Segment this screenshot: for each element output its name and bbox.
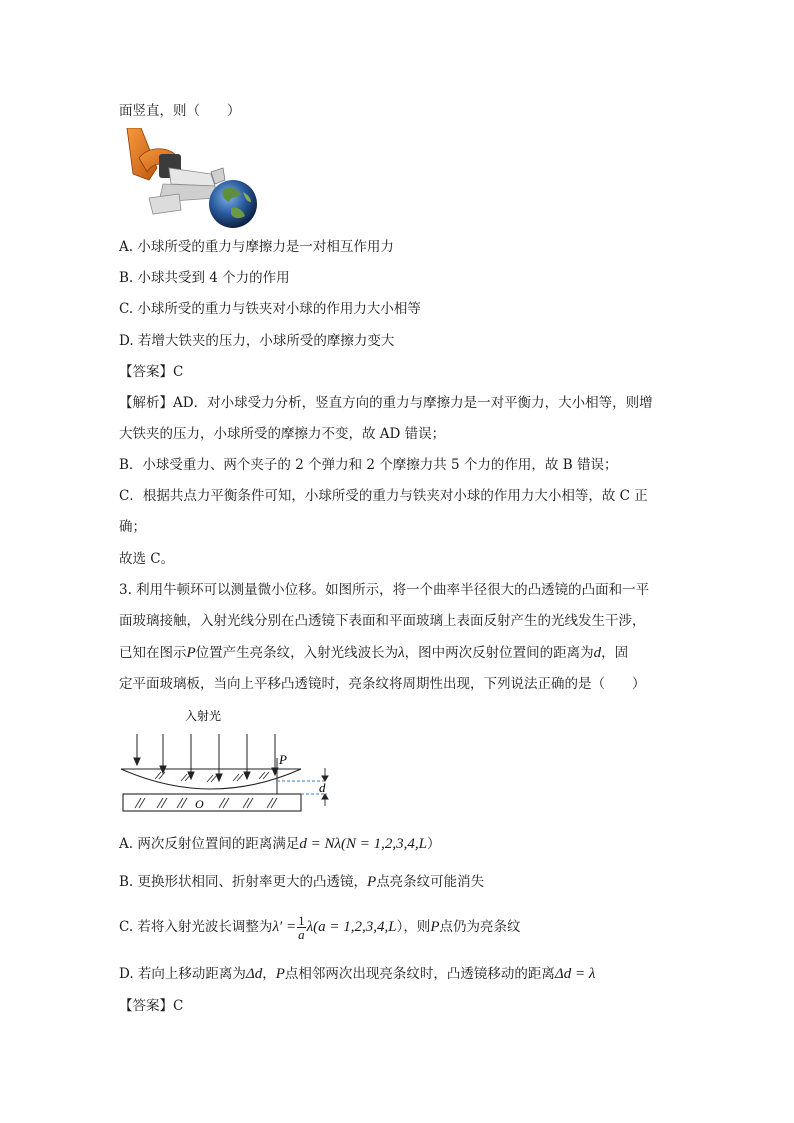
fraction (297, 914, 306, 941)
lambda-prime: λ′ = (272, 919, 297, 935)
point-p: P (430, 919, 440, 935)
stem-text: ，图中两次反射位置间的距离为 (404, 645, 594, 661)
point-p: P (367, 874, 377, 890)
answer-value: C (173, 364, 184, 380)
q2-analysis-line-1 (119, 393, 653, 413)
option-text: ） (396, 919, 404, 935)
q3-option-b (119, 872, 484, 892)
option-a-formula: d = Nλ(N = 1,2,3,4,L (299, 836, 427, 852)
q3-option-a (119, 834, 440, 854)
clamp-ball-figure (119, 128, 261, 232)
q2-answer (119, 362, 183, 382)
delta-d: Δd (245, 966, 263, 982)
option-text: ， (262, 966, 276, 982)
q3-answer (119, 996, 183, 1016)
p-label: P (279, 752, 287, 767)
q2-analysis-line-4: C．根据共点力平衡条件可知，小球所受的重力与铁夹对小球的作用力大小相等，故 C 正 (119, 488, 648, 504)
point-p: P (186, 645, 196, 661)
stem-text: 已知在图示 (119, 645, 187, 661)
q2-option-c: C. 小球所受的重力与铁夹对小球的作用力大小相等 (119, 301, 421, 317)
q2-analysis-line-2: 大铁夹的压力，小球所受的摩擦力不变，故 AD 错误； (119, 426, 446, 442)
stem-text: 位置产生亮条纹，入射光线波长为 (195, 645, 399, 661)
fraction-numerator: 1 (298, 913, 305, 928)
q3-option-c (119, 912, 520, 942)
q2-analysis-line-5: 确； (119, 519, 146, 535)
q2-analysis-line-3: B．小球受重力、两个夹子的 2 个弹力和 2 个摩擦力共 5 个力的作用，故 B 错误； (119, 457, 618, 473)
q2-option-b: B. 小球共受到 4 个力的作用 (119, 270, 290, 286)
incident-arrows (134, 734, 278, 781)
plate-hatching (135, 798, 277, 808)
lambda-symbol: λ (398, 645, 405, 661)
d-label: d (319, 780, 326, 795)
q3-stem-line-3 (119, 643, 628, 663)
analysis-label: 【解析】 (119, 395, 173, 411)
q3-stem-line-2: 面玻璃接触，入射光线分别在凸透镜下表面和平面玻璃上表面反射产生的光线发生干涉， (119, 613, 646, 629)
option-text: A. 两次反射位置间的距离满足 (119, 836, 300, 852)
q2-option-a: A. 小球所受的重力与摩擦力是一对相互作用力 (119, 239, 394, 255)
q2-option-d: D. 若增大铁夹的压力，小球所受的摩擦力变大 (119, 333, 395, 349)
fraction-denominator: a (298, 927, 305, 942)
q2-analysis-line-6: 故选 C。 (119, 551, 175, 567)
option-text: ，则 (403, 919, 431, 935)
q3-stem-line-4: 定平面玻璃板，当向上平移凸透镜时，亮条纹将周期性出现，下列说法正确的是（ ） (119, 676, 646, 692)
newton-ring-figure (119, 708, 349, 818)
answer-label: 【答案】 (119, 998, 173, 1014)
q3-option-d (119, 964, 595, 984)
d-symbol: d (593, 645, 602, 661)
option-text: B. 更换形状相同、折射率更大的凸透镜， (119, 874, 368, 890)
o-label: O (195, 797, 204, 811)
point-p: P (275, 966, 285, 982)
answer-value: C (173, 998, 184, 1014)
q3-stem-line-1: 3. 利用牛顿环可以测量微小位移。如图所示，将一个曲率半径很大的凸透镜的凸面和一平 (119, 582, 650, 598)
option-text: 点相邻两次出现亮条纹时，凸透镜移动的距离 (284, 966, 555, 982)
lens-hatching (155, 772, 269, 782)
option-text: C. 若将入射光波长调整为 (119, 919, 273, 935)
option-text: ） (426, 836, 441, 852)
option-text: 点亮条纹可能消失 (376, 874, 485, 890)
answer-label: 【答案】 (119, 364, 173, 380)
option-text: D. 若向上移动距离为 (119, 966, 246, 982)
analysis-text: AD．对小球受力分析，竖直方向的重力与摩擦力是一对平衡力，大小相等，则增 (173, 395, 653, 411)
option-c-formula: λ(a = 1,2,3,4,L (306, 919, 397, 935)
stem-text: ，固 (601, 645, 629, 661)
option-text: 点仍为亮条纹 (439, 919, 521, 935)
option-d-formula: Δd = λ (554, 966, 596, 982)
incident-light-label: 入射光 (185, 709, 222, 723)
q2-stem-end: 面竖直，则（ ） (119, 103, 241, 119)
